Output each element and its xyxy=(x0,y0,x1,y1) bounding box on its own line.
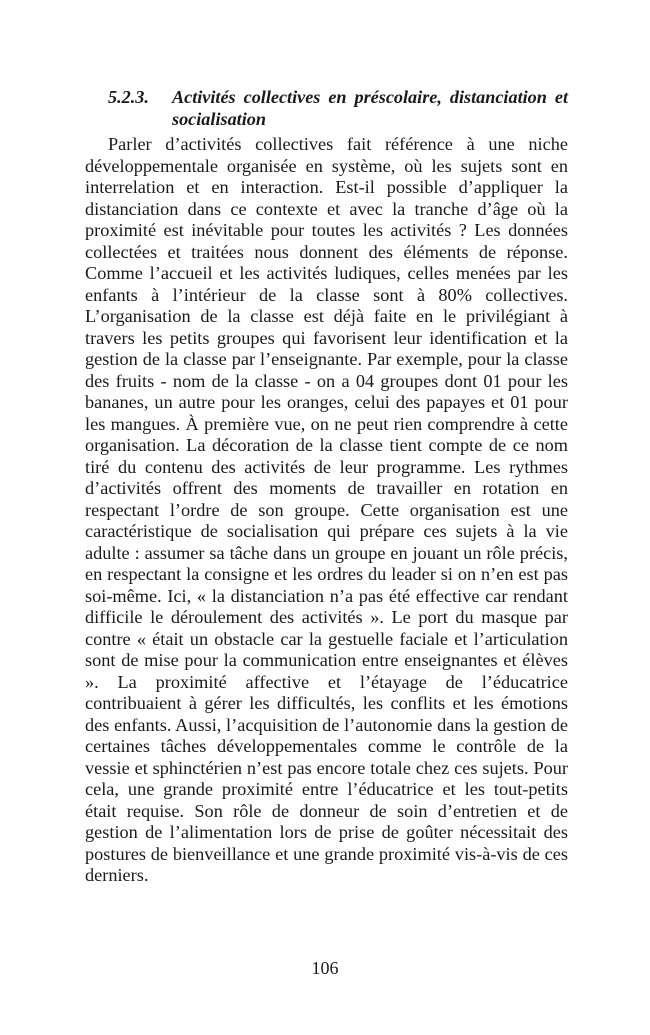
section-title: Activités collectives en préscolaire, distanciation et socialisation xyxy=(172,87,568,129)
page-content xyxy=(85,86,568,887)
section-heading xyxy=(85,86,568,130)
body-paragraph: Parler d’activités collectives fait référence à une niche développementale organisée en système, où les sujets sont en interrelation et en interaction. Est-il possible d’appliquer la distanciation dans ce contexte et avec la tranche d’âge où la proximité est inévitable pour toutes les activités ? Les données collectées et traitées nous donnent des éléments de réponse. Comme l’accueil et les activités ludiques, celles menées par les enfants à l’intérieur de la classe sont à 80% collectives. L’organisation de la classe est déjà faite en le privilégiant à travers les petits groupes qui favorisent leur identification et la gestion de la classe par l’enseignante. Par exemple, pour la classe des fruits - nom de la classe - on a 04 groupes dont 01 pour les bananes, un autre pour les oranges, celui des papayes et 01 pour les mangues. À première vue, on ne peut rien comprendre à cette organisation. La décoration de la classe tient compte de ce nom tiré du contenu des activités de leur programme. Les rythmes d’activités offrent des moments de travailler en rotation en respectant l’ordre de son groupe. Cette organisation est une caractéristique de socialisation qui prépare ces sujets à la vie adulte : assumer sa tâche dans un groupe en jouant un rôle précis, en respectant la consigne et les ordres du leader si on n’en est pas soi-même. Ici, « la distanciation n’a pas été effective car rendant difficile le déroulement des activités ». Le port du masque par contre « était un obstacle car la gestuelle faciale et l’articulation sont de mise pour la communication entre enseignantes et élèves ». La proximité affective et l’étayage de l’éducatrice contribuaient à gérer les difficultés, les conflits et les émotions des enfants. Aussi, l’acquisition de l’autonomie dans la gestion de certaines tâches développementales comme le contrôle de la vessie et sphinctérien n’est pas encore totale chez ces sujets. Pour cela, une grande proximité entre l’éducatrice et les tout-petits était requise. Son rôle de donneur de soin d’entretien et de gestion de l’alimentation lors de prise de goûter nécessitait des postures de bienveillance et une grande proximité vis-à-vis de ces derniers. xyxy=(85,134,568,885)
section-number: 5.2.3. xyxy=(108,87,149,107)
page-number: 106 xyxy=(311,958,339,978)
